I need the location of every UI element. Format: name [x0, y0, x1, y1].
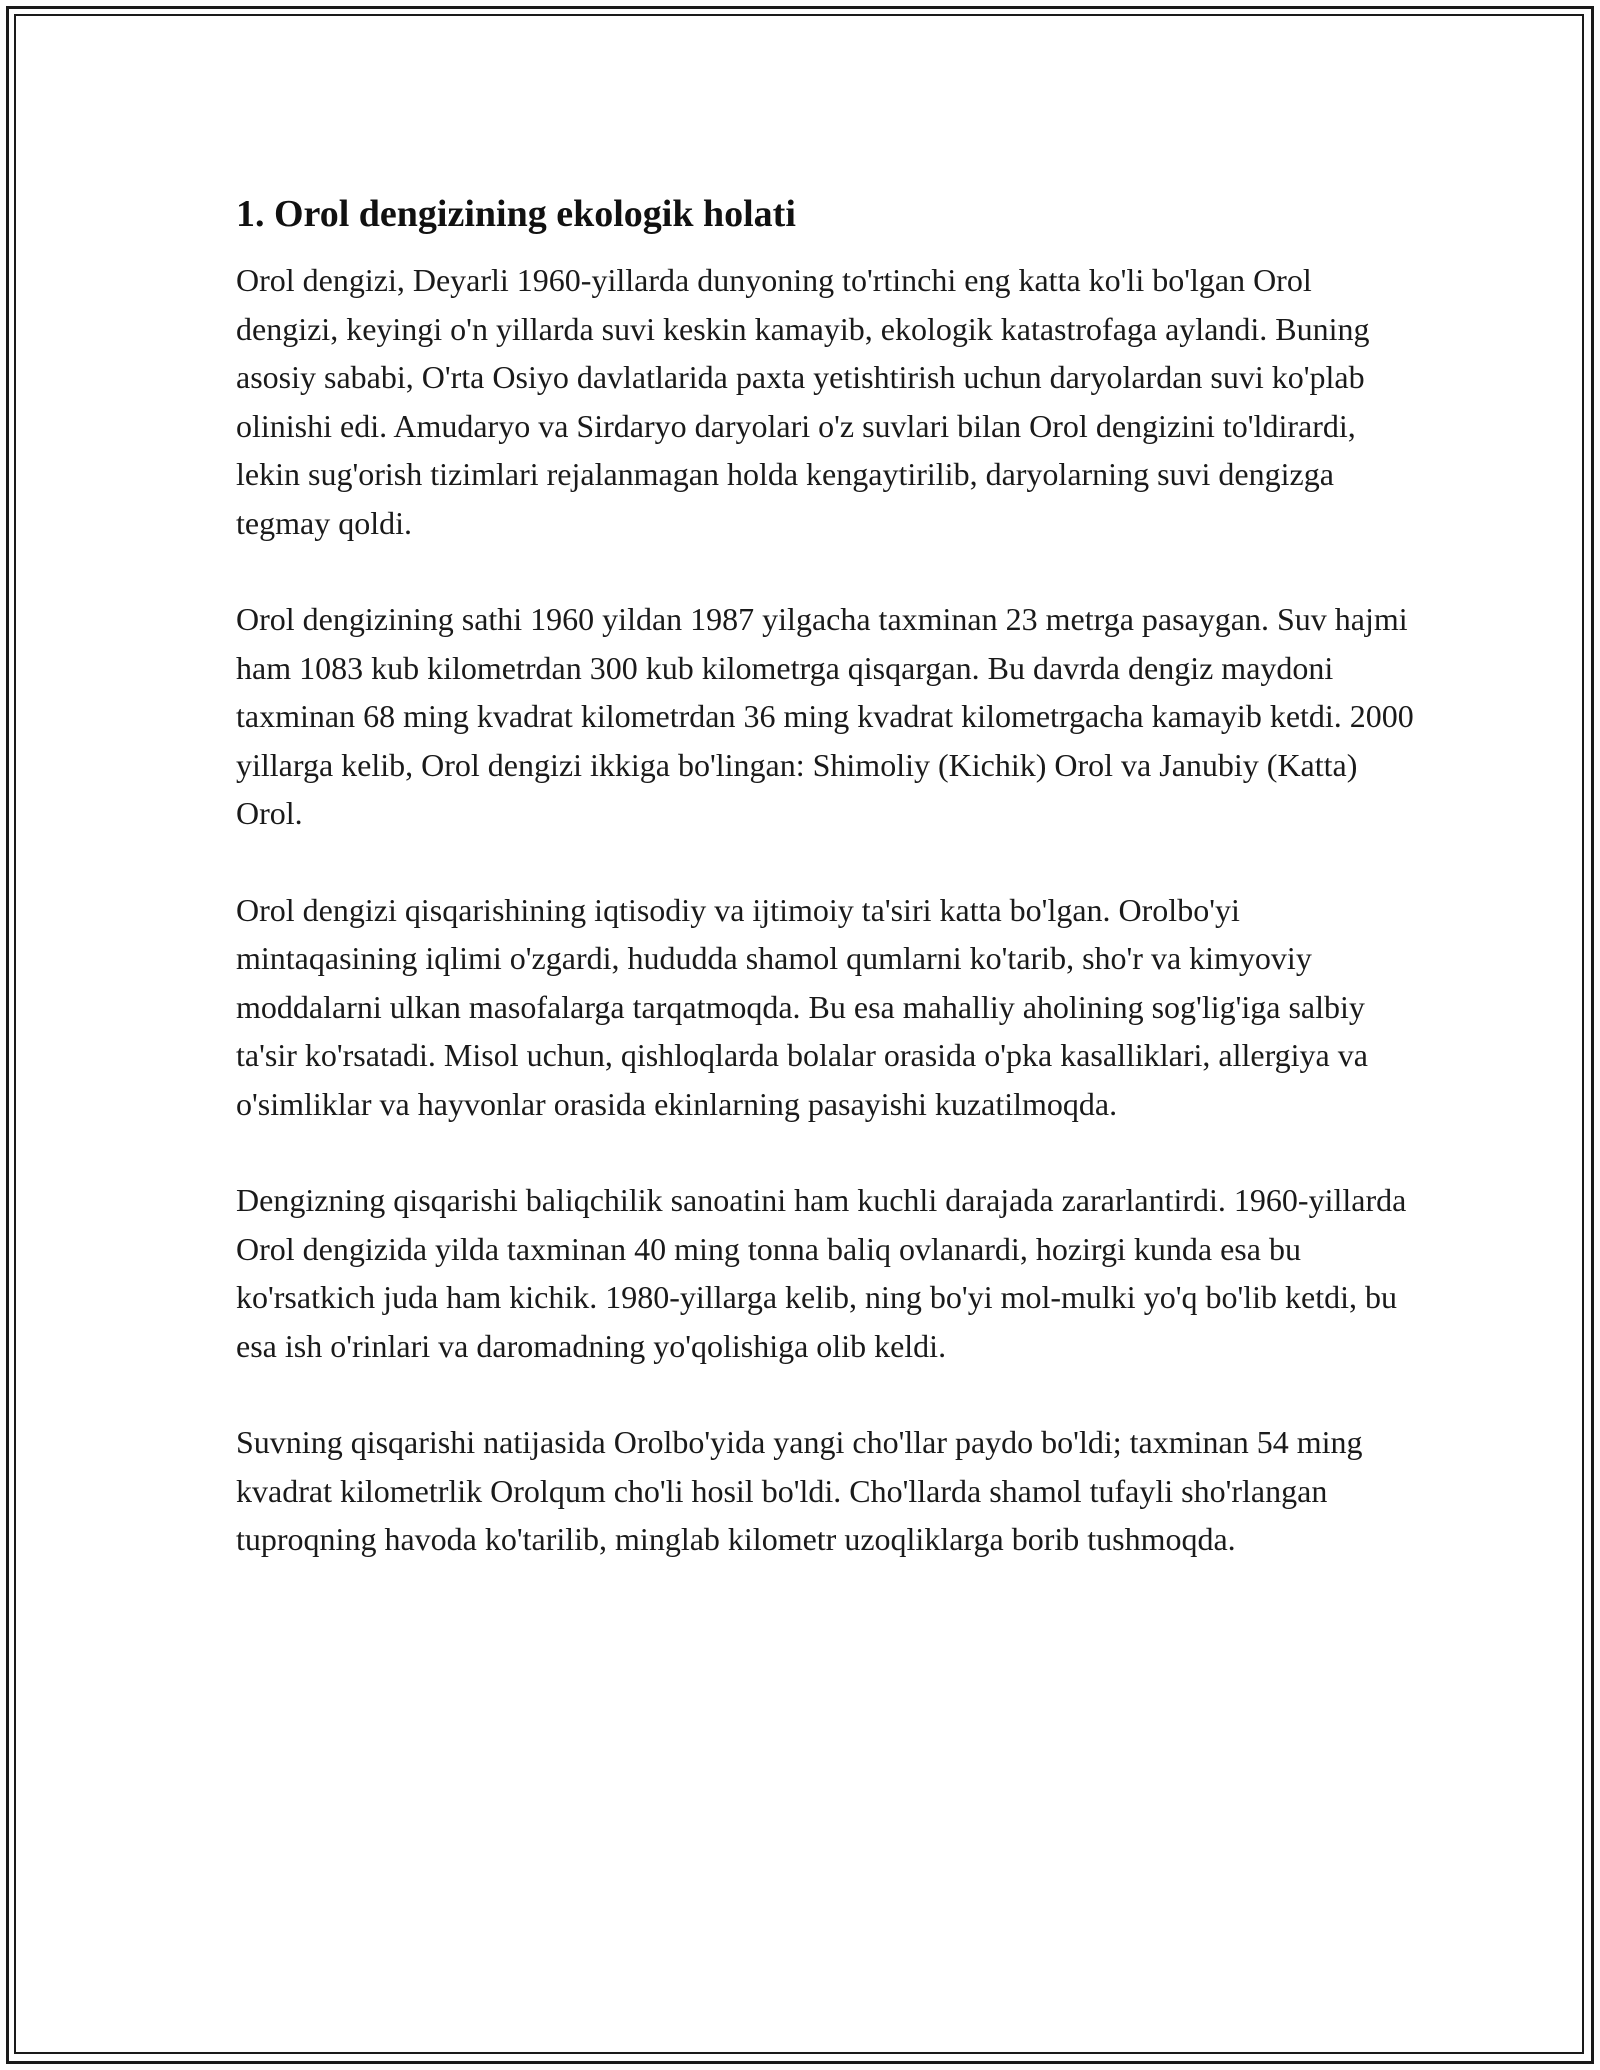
paragraph-1: Orol dengizi, Deyarli 1960-yillarda dunyoning to'rtinchi eng katta ko'li bo'lgan Orol dengizi, keyingi o'n yillarda suvi keskin kamayib, ekologik katastrofaga aylandi. Buning asosiy sababi, O'rta Osiyo davlatlarida paxta yetishtirish uchun daryolardan suvi ko'plab olinishi edi. Amudaryo va Sirdaryo daryolari o'z suvlari bilan Orol dengizini to'ldirardi, lekin sug'orish tizimlari rejalanmagan holda kengaytirilib, daryolarning suvi dengizga tegmay qoldi.: [236, 262, 1370, 541]
section-title: 1. Orol dengizining ekologik holati: [236, 193, 796, 235]
paragraph-5: Suvning qisqarishi natijasida Orolbo'yida yangi cho'llar paydo bo'ldi; taxminan 54 ming kvadrat kilometrlik Orolqum cho'li hosil bo'ldi. Cho'llarda shamol tufayli sho'rlangan tuproqning havoda ko'tarilib, minglab kilometr uzoqliklarga borib tushmoqda.: [236, 1424, 1363, 1557]
paragraph-3: Orol dengizi qisqarishining iqtisodiy va ijtimoiy ta'siri katta bo'lgan. Orolbo'yi mintaqasining iqlimi o'zgardi, hududda shamol qumlarni ko'tarib, sho'r va kimyoviy moddalarni ulkan masofalarga tarqatmoqda. Bu esa mahalliy aholining sog'lig'iga salbiy ta'sir ko'rsatadi. Misol uchun, qishloqlarda bolalar orasida o'pka kasalliklari, allergiya va o'simliklar va hayvonlar orasida ekinlarning pasayishi kuzatilmoqda.: [236, 891, 1368, 1122]
document-body: [236, 188, 1416, 1612]
paragraph-2: Orol dengizining sathi 1960 yildan 1987 yilgacha taxminan 23 metrga pasaygan. Suv hajmi ham 1083 kub kilometrdan 300 kub kilometrga qisqargan. Bu davrda dengiz maydoni taxminan 68 ming kvadrat kilometrdan 36 ming kvadrat kilometrgacha kamayib ketdi. 2000 yillarga kelib, Orol dengizi ikkiga bo'lingan: Shimoliy (Kichik) Orol va Janubiy (Katta) Orol.: [236, 601, 1414, 831]
paragraph-4: Dengizning qisqarishi baliqchilik sanoatini ham kuchli darajada zararlantirdi. 1960-yillarda Orol dengizida yilda taxminan 40 ming tonna baliq ovlanardi, hozirgi kunda esa bu ko'rsatkich juda ham kichik. 1980-yillarga kelib, ning bo'yi mol-mulki yo'q bo'lib ketdi, bu esa ish o'rinlari va daromadning yo'qolishiga olib keldi.: [236, 1182, 1407, 1364]
